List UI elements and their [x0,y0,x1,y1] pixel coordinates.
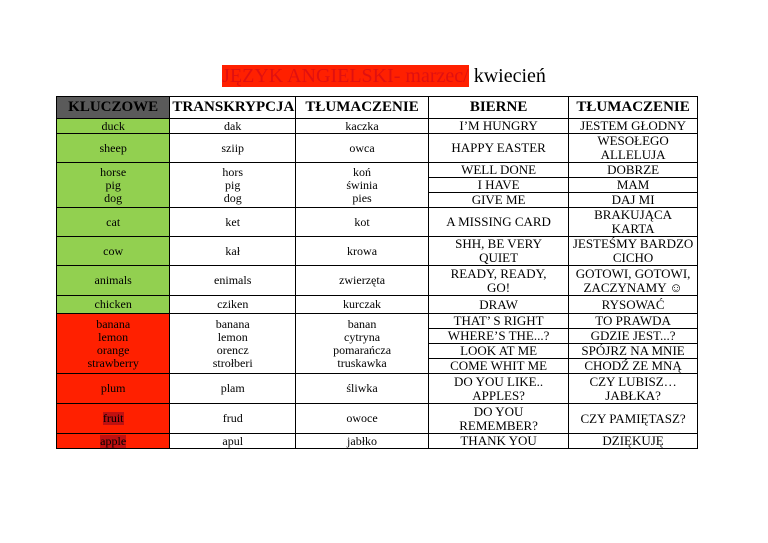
keyword-cell-line: strawberry [87,355,139,370]
transcription-cell [170,119,296,134]
transcription-cell [170,208,296,237]
phrase-translation-cell [569,208,698,237]
phrase-cell-line: SHH, BE VERY [455,236,542,251]
keyword-cell [57,119,170,134]
phrase-translation-cell-line: GDZIE JEST...? [590,328,676,343]
phrase-cell [429,178,569,193]
transcription-cell-line: frud [222,411,243,425]
keyword-cell [57,314,170,374]
translation-cell-line: koń [353,164,372,179]
transcription-cell [170,434,296,449]
phrase-cell-line: I’M HUNGRY [459,118,538,133]
translation-cell-line: kurczak [343,297,382,311]
phrase-translation-cell-line: SPÓJRZ NA MNIE [581,343,685,358]
phrase-cell [429,208,569,237]
keyword-cell [57,374,170,404]
phrase-cell [429,237,569,266]
table-row [57,237,698,266]
transcription-cell-line: lemon [217,329,248,344]
translation-cell [296,374,429,404]
phrase-translation-cell-line: BRAKUJĄCA [594,207,673,222]
phrase-translation-cell-line: KARTA [611,221,655,236]
phrase-translation-cell [569,237,698,266]
phrase-cell [429,296,569,314]
translation-cell [296,237,429,266]
phrase-cell-line: DO YOU [473,403,524,419]
phrase-translation-cell-line: GOTOWI, GOTOWI, [575,265,691,281]
keyword-cell-line: apple [100,433,127,448]
keyword-cell [57,237,170,266]
phrase-translation-cell-line: MAM [616,177,650,192]
title-part3: kwiecień [468,65,546,87]
translation-cell [296,266,429,296]
keyword-cell-line: horse [100,164,127,179]
phrase-cell [429,404,569,434]
phrase-cell [429,193,569,208]
translation-cell-line: śliwka [346,381,378,395]
translation-cell-line: pies [352,190,372,205]
phrase-cell-line: GO! [487,279,511,295]
transcription-cell [170,163,296,208]
transcription-cell-line: kał [225,243,241,258]
keyword-cell-line: duck [101,118,125,133]
transcription-cell [170,404,296,434]
transcription-cell [170,134,296,163]
transcription-cell-line: hors [222,164,244,179]
keyword-cell-line: orange [96,342,130,357]
phrase-cell-line: REMEMBER? [459,417,538,433]
transcription-cell [170,374,296,404]
phrase-translation-cell [569,404,698,434]
phrase-cell [429,329,569,344]
table-row [57,163,698,178]
phrase-cell-line: HAPPY EASTER [451,140,546,155]
keyword-cell [57,434,170,449]
transcription-cell [170,237,296,266]
transcription-cell-line: pig [225,177,241,192]
phrase-translation-cell [569,119,698,134]
phrase-translation-cell-line: RYSOWAĆ [601,296,665,312]
phrase-translation-cell-line: CZY PAMIĘTASZ? [580,410,686,426]
keyword-cell [57,134,170,163]
phrase-translation-cell-line: ALLELUJA [600,147,666,162]
transcription-cell-line: sziip [221,140,245,155]
phrase-cell-line: I HAVE [477,177,520,192]
phrase-cell [429,374,569,404]
phrase-cell-line: GIVE ME [471,192,526,207]
keyword-cell-line: dog [104,190,123,205]
phrase-cell-line: WHERE’S THE...? [447,328,550,343]
phrase-translation-cell [569,266,698,296]
translation-cell [296,296,429,314]
translation-cell [296,208,429,237]
phrase-translation-cell-line: TO PRAWDA [595,313,671,328]
phrase-cell [429,359,569,374]
phrase-cell [429,266,569,296]
table-row [57,266,698,296]
phrase-translation-cell [569,314,698,329]
phrase-cell-line: A MISSING CARD [446,214,551,229]
phrase-cell-line: APPLES? [472,387,525,403]
phrase-translation-cell-line: JESTEŚMY BARDZO [572,236,694,251]
transcription-cell-line: dak [224,118,242,133]
translation-cell-line: owoce [346,411,378,425]
phrase-cell-line: THAT’ S RIGHT [453,313,544,328]
translation-cell-line: świnia [346,177,378,192]
title-part2: marzec/ [405,65,469,87]
title-part1: JĘZYK ANGIELSKI- [222,65,406,87]
table-row [57,119,698,134]
translation-cell-line: pomarańcza [333,342,392,357]
phrase-translation-cell [569,344,698,359]
phrase-translation-cell [569,359,698,374]
phrase-translation-cell-line: DZIĘKUJĘ [602,433,664,448]
translation-cell [296,314,429,374]
phrase-translation-cell-line: DOBRZE [607,162,660,177]
translation-cell [296,134,429,163]
keyword-cell-line: banana [96,316,131,331]
phrase-translation-cell [569,178,698,193]
table-row [57,134,698,163]
transcription-cell-line: banana [215,316,250,331]
table-row [57,374,698,404]
translation-cell-line: jabłko [347,433,378,448]
phrase-translation-cell-line: ZACZYNAMY ☺ [583,279,683,295]
table-row [57,434,698,449]
keyword-cell-line: cat [106,214,121,229]
translation-cell [296,434,429,449]
table-row [57,314,698,329]
header-tlumaczenie: TŁUMACZENIE [296,97,429,119]
translation-cell [296,404,429,434]
phrase-cell-line: WELL DONE [461,162,537,177]
phrase-translation-cell [569,193,698,208]
phrase-cell-line: DRAW [479,296,518,312]
keyword-cell-line: pig [105,177,121,192]
keyword-cell [57,208,170,237]
translation-cell [296,163,429,208]
phrase-translation-cell [569,134,698,163]
phrase-translation-cell-line: WESOŁEGO [597,133,669,148]
keyword-cell [57,266,170,296]
transcription-cell [170,314,296,374]
transcription-cell [170,266,296,296]
keyword-cell-line: plum [100,381,126,395]
keyword-cell-line: chicken [94,297,132,311]
phrase-cell-line: READY, READY, [450,265,547,281]
header-bierne: BIERNE [429,97,569,119]
phrase-cell-line: LOOK AT ME [460,343,538,358]
phrase-cell [429,119,569,134]
phrase-translation-cell-line: CZY LUBISZ… [589,373,677,389]
keyword-cell-line: sheep [99,140,127,155]
keyword-cell [57,163,170,208]
phrase-cell-line: COME WHIT ME [450,358,548,373]
phrase-cell [429,134,569,163]
phrase-cell-line: QUIET [479,250,519,265]
transcription-cell-line: cziken [217,297,249,311]
keyword-cell [57,296,170,314]
translation-cell-line: kot [354,214,370,229]
transcription-cell-line: plam [220,381,245,395]
table-row [57,296,698,314]
phrase-translation-cell [569,163,698,178]
phrase-translation-cell-line: CICHO [612,250,654,265]
phrase-translation-cell [569,434,698,449]
transcription-cell-line: apul [222,433,244,448]
header-transkrypcja: TRANSKRYPCJA [170,97,296,119]
keyword-cell-line: cow [103,243,124,258]
translation-cell-line: zwierzęta [339,273,386,287]
translation-cell-line: cytryna [344,329,381,344]
translation-cell [296,119,429,134]
transcription-cell-line: ket [225,214,241,229]
phrase-cell [429,344,569,359]
translation-cell-line: truskawka [337,355,387,370]
translation-cell-line: krowa [347,243,378,258]
phrase-translation-cell-line: DAJ MI [611,192,655,207]
phrase-translation-cell-line: JESTEM GŁODNY [580,118,686,133]
phrase-translation-cell [569,296,698,314]
phrase-cell-line: THANK YOU [460,433,537,448]
header-kluczowe: KLUCZOWE [57,97,170,119]
page-title [0,64,768,88]
phrase-translation-cell [569,374,698,404]
transcription-cell [170,296,296,314]
phrase-translation-cell-line: CHODŹ ZE MNĄ [584,358,682,373]
keyword-cell-line: animals [94,273,132,287]
keyword-cell [57,404,170,434]
phrase-translation-cell-line: JABŁKA? [605,387,661,403]
header-tlumaczenie-2: TŁUMACZENIE [569,97,698,119]
transcription-cell-line: orencz [216,342,249,357]
phrase-cell-line: DO YOU LIKE.. [454,373,544,389]
transcription-cell-line: dog [223,190,242,205]
phrase-translation-cell [569,329,698,344]
vocabulary-table [56,96,698,449]
translation-cell-line: kaczka [345,118,379,133]
translation-cell-line: banan [347,316,377,331]
keyword-cell-line: lemon [98,329,129,344]
phrase-cell [429,434,569,449]
table-row [57,404,698,434]
phrase-cell [429,163,569,178]
transcription-cell-line: strołberi [212,355,253,370]
phrase-cell [429,314,569,329]
keyword-cell-line: fruit [102,411,124,425]
table-row [57,208,698,237]
translation-cell-line: owca [349,140,375,155]
transcription-cell-line: enimals [214,273,252,287]
